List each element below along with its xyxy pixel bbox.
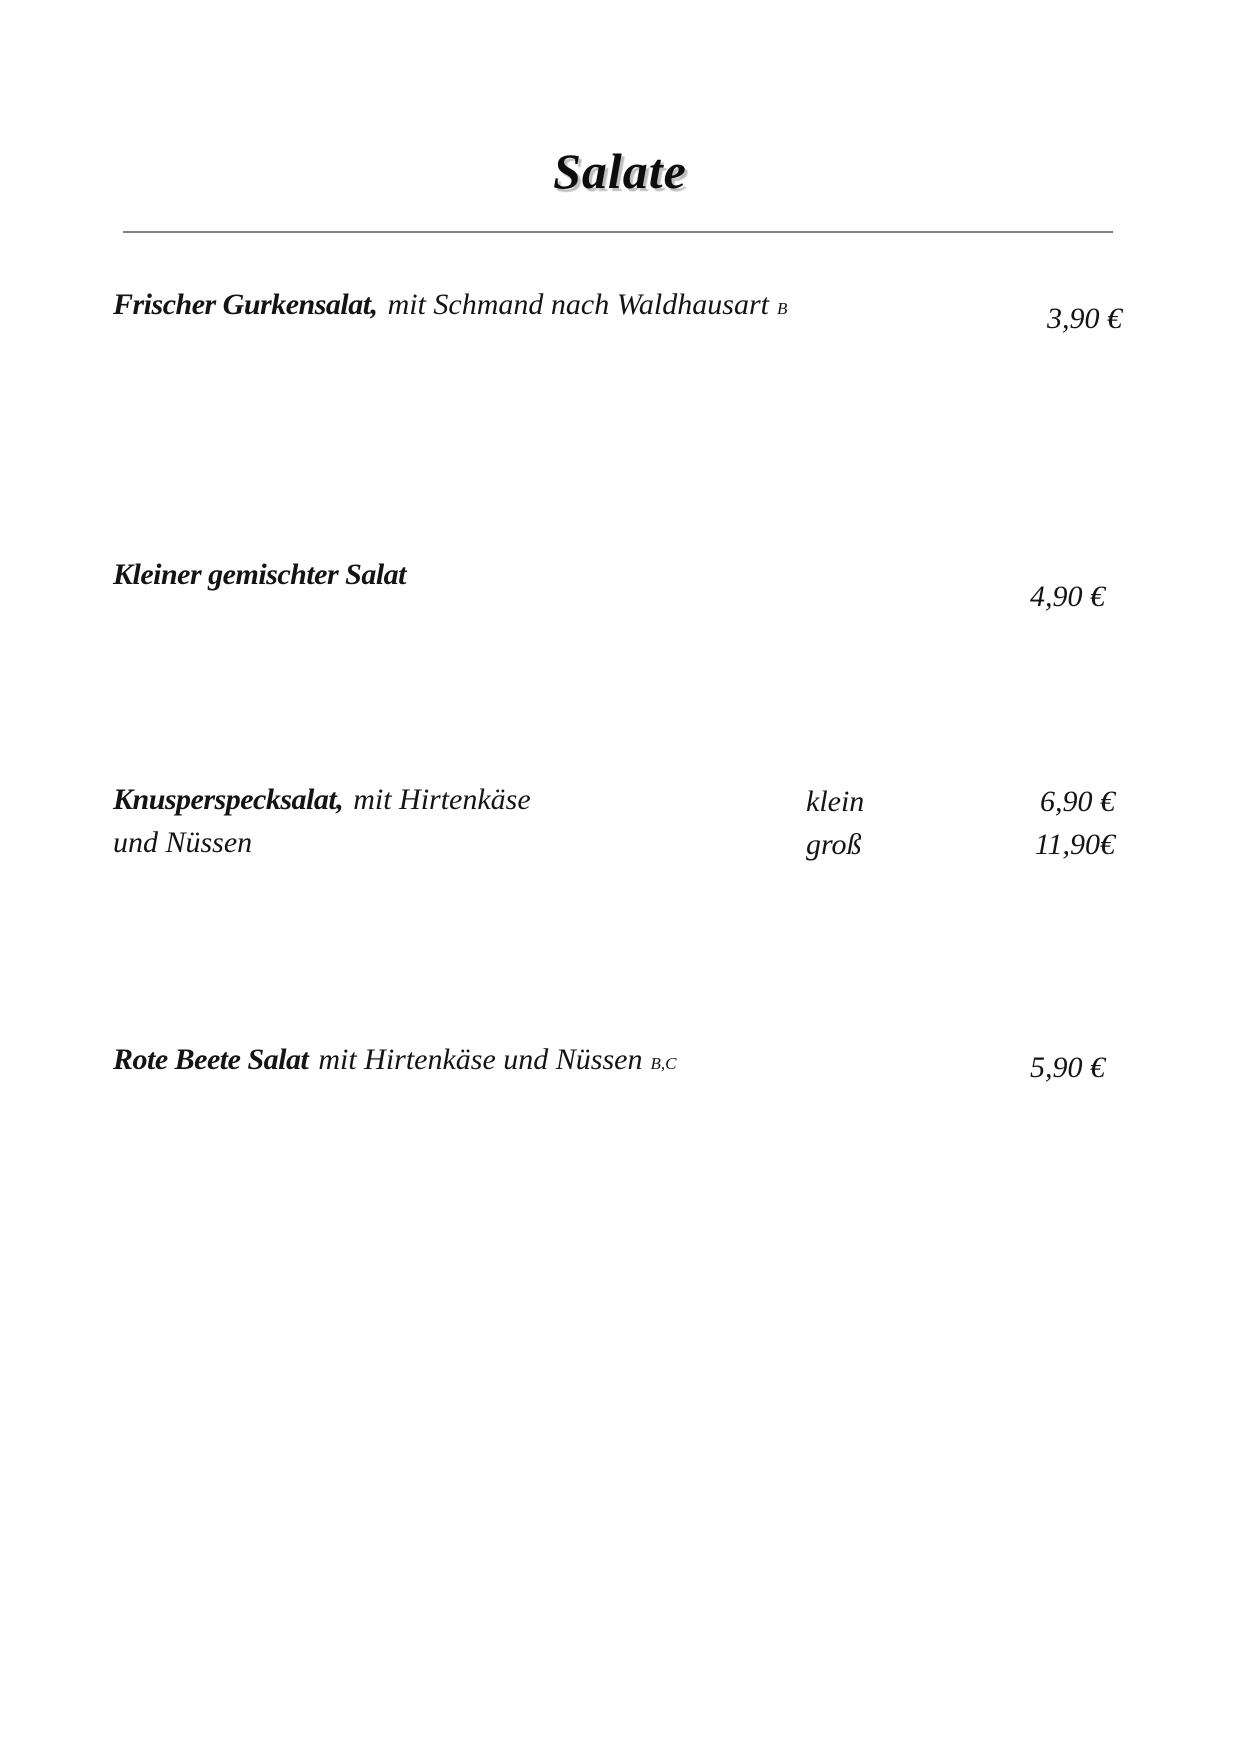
- allergen-note: B,C: [650, 1054, 677, 1073]
- item-name: Knusperspecksalat,: [113, 783, 344, 816]
- item-name: Rote Beete Salat: [113, 1043, 309, 1076]
- page-title: Salate: [553, 143, 687, 199]
- item-price: 5,90 €: [1030, 1051, 1105, 1084]
- item-price-small: 6,90 €: [1040, 785, 1115, 818]
- allergen-note: B: [776, 299, 788, 318]
- item-description: mit Schmand nach Waldhausart: [387, 288, 769, 321]
- item-description: mit Hirtenkäse und Nüssen: [318, 1043, 643, 1076]
- menu-item: [113, 558, 416, 592]
- item-price-large: 11,90€: [1034, 828, 1115, 861]
- size-label-small: klein: [806, 785, 865, 818]
- item-description: mit Hirtenkäse: [353, 783, 531, 816]
- menu-item-description-line2: [113, 826, 252, 860]
- item-name: Kleiner gemischter Salat: [113, 558, 407, 591]
- menu-item: [113, 288, 787, 322]
- size-label-large: groß: [806, 828, 862, 861]
- item-price: 4,90 €: [1030, 580, 1105, 613]
- title-divider: [123, 231, 1113, 233]
- menu-item: [113, 1043, 676, 1077]
- item-description: und Nüssen: [113, 826, 253, 859]
- item-price: 3,90 €: [1047, 302, 1122, 335]
- menu-item: [113, 783, 531, 817]
- item-name: Frischer Gurkensalat,: [113, 288, 378, 321]
